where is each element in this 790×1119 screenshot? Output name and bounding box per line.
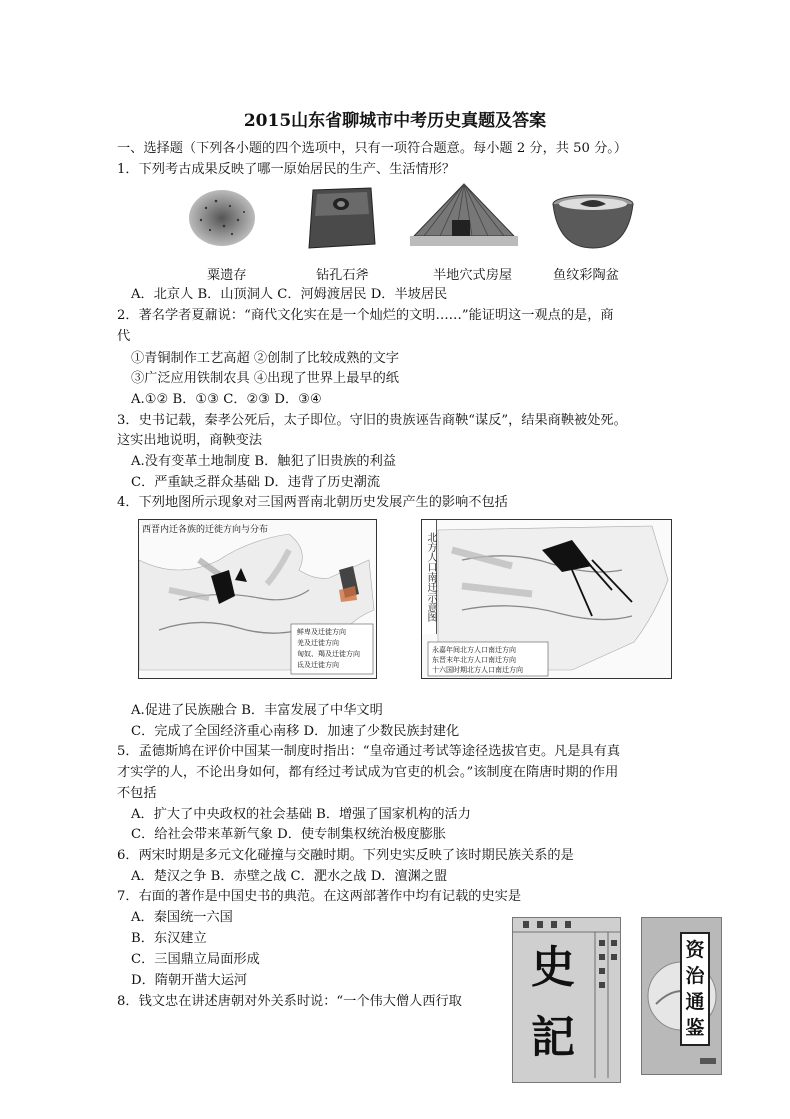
zizhi-tongjian-book-image xyxy=(641,917,722,1075)
zizhi-tongjian-title: 资治通鉴 xyxy=(680,932,710,1046)
map1-legend-item: 鲜卑及迁徙方向 xyxy=(297,628,346,636)
question-2-stem-line1: 2．著名学者夏鼐说：“商代文化实在是一个灿烂的文明……”能证明这一观点的是，商 xyxy=(117,308,614,323)
question-5-stem-line1: 5．孟德斯鸠在评价中国某一制度时指出：“皇帝通过考试等途径选拔官吏。凡是具有真 xyxy=(117,744,621,759)
semi-subterranean-house-image xyxy=(410,180,518,254)
question-8-stem: 8．钱文忠在讲述唐朝对外关系时说：“一个伟大僧人西行取 xyxy=(117,994,462,1009)
question-7-option-a: A．秦国统一六国 xyxy=(131,910,233,925)
question-6-stem: 6．两宋时期是多元文化碰撞与交融时期。下列史实反映了该时期民族关系的是 xyxy=(117,848,574,863)
question-2-options: A.①② B．①③ C．②③ D．③④ xyxy=(131,392,322,407)
question-3-stem-line1: 3．史书记载，秦孝公死后，太子即位。守旧的贵族诬告商鞅“谋反”，结果商鞅被处死。 xyxy=(117,413,627,428)
caption-pottery: 鱼纹彩陶盆 xyxy=(553,268,619,283)
drilled-stone-axe-image xyxy=(305,184,379,252)
question-3-options-line1: A.没有变革土地制度 B．触犯了旧贵族的利益 xyxy=(131,454,396,469)
map2-legend-item: 十六国时期北方人口南迁方向 xyxy=(432,666,523,674)
caption-stone-axe: 钻孔石斧 xyxy=(316,268,369,283)
question-7-option-c: C．三国鼎立局面形成 xyxy=(131,952,260,967)
fish-pattern-painted-pottery-basin-image xyxy=(550,192,636,252)
shiji-char-2: 記 xyxy=(531,1012,575,1063)
map1-legend xyxy=(297,627,360,671)
question-5-options-line1: A．扩大了中央政权的社会基础 B．增强了国家机构的活力 xyxy=(131,807,471,822)
question-7-option-d: D．隋朝开凿大运河 xyxy=(131,973,248,988)
caption-house: 半地穴式房屋 xyxy=(433,268,513,283)
question-3-options-line2: C．严重缺乏群众基础 D．违背了历史潮流 xyxy=(131,475,381,490)
shiji-book-image xyxy=(512,917,621,1083)
question-1-options: A．北京人 B．山顶洞人 C．河姆渡居民 D．半坡居民 xyxy=(131,287,448,302)
map1-legend-item: 氐及迁徙方向 xyxy=(297,661,339,669)
question-4-options-line2: C．完成了全国经济重心南移 D．加速了少数民族封建化 xyxy=(131,724,460,739)
western-jin-migration-map xyxy=(138,519,377,679)
question-5-stem-line2: 才实学的人，不论出身如何，都有经过考试成为官吏的机会。”该制度在隋唐时期的作用 xyxy=(117,765,619,780)
question-6-options: A．楚汉之争 B．赤壁之战 C．淝水之战 D．澶渊之盟 xyxy=(131,869,448,884)
caption-millet-remains: 粟遗存 xyxy=(207,268,247,283)
map2-legend-item: 东晋末年北方人口南迁方向 xyxy=(432,656,516,664)
map1-title: 西晋内迁各族的迁徙方向与分布 xyxy=(142,525,269,535)
question-4-options-line1: A.促进了民族融合 B．丰富发展了中华文明 xyxy=(131,703,383,718)
question-2-items-line1: ①青铜制作工艺高超 ②创制了比较成熟的文字 xyxy=(131,351,399,366)
question-5-stem-line3: 不包括 xyxy=(117,786,157,801)
question-3-stem-line2: 这实出地说明，商鞅变法 xyxy=(117,433,263,448)
map2-legend-item: 永嘉年间北方人口南迁方向 xyxy=(432,646,516,654)
question-7-stem: 7．右面的著作是中国史书的典范。在这两部著作中均有记载的史实是 xyxy=(117,889,522,904)
millet-remains-image xyxy=(186,186,258,250)
page-title: 2015山东省聊城市中考历史真题及答案 xyxy=(243,111,547,131)
question-7-option-b: B．东汉建立 xyxy=(131,931,207,946)
question-4-stem: 4．下列地图所示现象对三国两晋南北朝历史发展产生的影响不包括 xyxy=(117,495,508,510)
question-5-options-line2: C．给社会带来革新气象 D．使专制集权统治极度膨胀 xyxy=(131,827,446,842)
section-header: 一、选择题（下列各小题的四个选项中，只有一项符合题意。每小题 2 分，共 50 分。） xyxy=(117,141,628,156)
map1-legend-item: 匈奴、羯及迁徙方向 xyxy=(297,650,360,658)
north-population-south-migration-map xyxy=(421,519,672,679)
question-2-stem-line2: 代 xyxy=(117,329,131,344)
map2-legend xyxy=(432,645,523,675)
question-1-stem: 1．下列考古成果反映了哪一原始居民的生产、生活情形？ xyxy=(117,162,456,177)
map2-title: 北方人口南迁示意图 xyxy=(422,520,437,634)
question-2-items-line2: ③广泛应用铁制农具 ④出现了世界上最早的纸 xyxy=(131,371,399,386)
map1-legend-item: 羌及迁徙方向 xyxy=(297,639,339,647)
shiji-char-1: 史 xyxy=(531,942,575,993)
